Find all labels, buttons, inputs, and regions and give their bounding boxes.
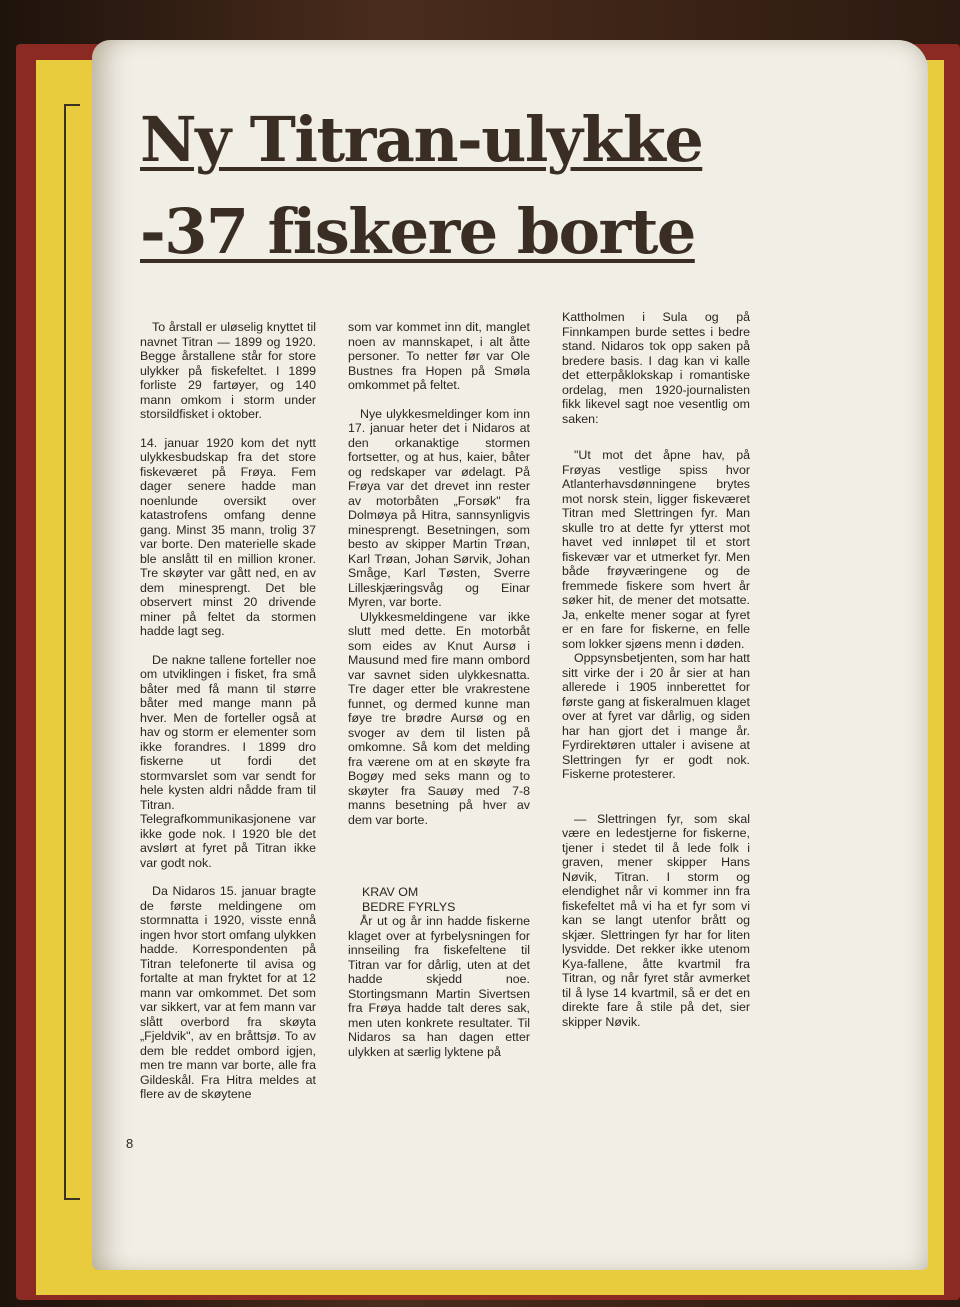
paragraph: År ut og år inn hadde fiskerne klaget over at fyrbelysningen for innseiling fra fiskefeltene til Titran var for dårlig, uten at det hadde skjedd noe. Stortingsmann Martin Sivertsen fra Frøya hadde talt deres sak, men uten konkrete resultater. Til Nidaros sa han dagen etter ulykken at særlig lyktene på xyxy=(348,914,530,1059)
article-column-3 xyxy=(562,310,750,1043)
paragraph: som var kommet inn dit, manglet noen av mannskapet, i alt åtte personer. To netter før var Ole Bustnes fra Hopen på Smøla omkommet på feltet. xyxy=(348,320,530,392)
paragraph: "Ut mot det åpne hav, på Frøyas vestlige spiss hvor Atlanterhavsdønningene brytes mot norsk stein, ligger fiskeværet Titran med Slettringen fyr. Man skulle tro at dette fyr ytterst mot havet ved innløpet til et stort fiskevær var et utmerket fyr. Men både frøyværingene og de fremmede fiskere som hvert år søker hit, de mener det motsatte. Ja, enkelte mener sogar at fyret er en fare for fiskerne, en felle som lokker sjøens menn i døden. xyxy=(562,448,750,651)
page-bracket-rule xyxy=(64,104,80,1200)
article-headline xyxy=(140,94,740,278)
paragraph: — Slettringen fyr, som skal være en ledestjerne for fiskerne, tjener i stedet til å lede folk i graven, mener skipper Hans Nøvik, Titran. I storm og elendighet når vi kommer inn fra fiskefeltet må vi ha et fyr som vi kan se langt utenfor brått og skjær. Slettringen fyr har for liten lysvidde. Det rekker ikke utenom Kya-fallene, åtte kvartmil fra Titran, og når fyret står avmerket til å lyse 14 kvartmil, så er det en direkte fare å stile på det, sier skipper Nøvik. xyxy=(562,811,750,1029)
subheading: KRAV OM xyxy=(362,885,419,899)
subheading: BEDRE FYRLYS xyxy=(362,899,456,914)
article-column-1 xyxy=(140,320,316,1116)
article-column-2 xyxy=(348,320,530,1073)
paragraph: Nye ulykkesmeldinger kom inn 17. januar heter det i Nidaros at den orkanaktige stormen fortsetter, og at hus, kaier, båter og redskaper var ødelagt. På Frøya var det drevet inn rester av motorbåten „Forsøk" fra Dolmøya på Hitra, sannsynligvis minesprengt. Besetningen, som besto av skipper Martin Trøan, Karl Trøan, Johan Sørvik, Johan Småge, Karl Tøsten, Sverre Lilleskjæringsvåg og Einar Myren, var borte. xyxy=(348,406,530,609)
paragraph: 14. januar 1920 kom det nytt ulykkesbudskap fra det store fiskeværet på Frøya. Fem dager senere hadde man noenlunde oversikt over katastrofens omfang denne gang. Minst 35 mann, trolig 37 var borte. Den materielle skade ble anslått til en million kroner. Tre skøyter var gått ned, en av dem minesprengt. Det ble observert minst 20 drivende miner på feltet da stormen hadde lagt seg. xyxy=(140,435,316,638)
page-number: 8 xyxy=(126,1136,134,1151)
paragraph: De nakne tallene forteller noe om utviklingen i fisket, fra små båter med få mann til større båter med mange mann på hver. Men de forteller også at hav og storm er elementer som ikke forandres. I 1899 dro fiskerne ut fordi det stormvarslet som var sendt for hele kysten aldri nådde fram til Titran. Telegrafkommunikasjonene var ikke gode nok. I 1920 ble det avslørt at fyret på Titran ikke var godt nok. xyxy=(140,652,316,870)
paragraph: Kattholmen i Sula og på Finnkampen burde settes i bedre stand. Nidaros tok opp saken på bredere basis. I dag kan vi kalle det etterpåklokskap i romantiske ordelag, men 1920-journalisten fikk likevel sagt noe vesentlig om saken: xyxy=(562,310,750,426)
headline-line-1: Ny Titran-ulykke xyxy=(140,103,703,176)
paragraph: Da Nidaros 15. januar bragte de første meldingene om stormnatta i 1920, visste ennå ingen hvor stort omfang ulykken hadde. Korrespondenten på Titran telefonerte til avisa og fortalte at man fryktet for at 12 mann var omkommet. Det som var sikkert, var at fem mann var slått overbord fra skøyta „Fjeldvik", av en bråttsjø. To av dem ble reddet ombord igjen, men tre mann var borte, alle fra Gildeskål. Fra Hitra meldes at flere av de skøytene xyxy=(140,884,316,1101)
paragraph: To årstall er uløselig knyttet til navnet Titran — 1899 og 1920. Begge årstallene står for store ulykker på fiskefeltet. I 1899 forliste 29 fartøyer, og 140 mann omkom i storm under storsildfisket i oktober. xyxy=(140,320,316,421)
paragraph: Ulykkesmeldingene var ikke slutt med dette. En motorbåt som eides av Knut Aursø i Mausund med fire mann ombord var savnet siden ulykkesnatta. Tre dager etter ble vrakrestene funnet, og dermed kunne man føye tre brødre Aursø og en svoger av dem til listen på omkomne. Så kom det melding fra værene om at en skøyte fra Bogøy med seks mann og to skøyter fra Sauøy med 7-8 manns besetning på hver av dem var borte. xyxy=(348,609,530,827)
headline-line-2: -37 fiskere borte xyxy=(140,195,695,268)
paragraph: Oppsynsbetjenten, som har hatt sitt virke der i 20 år sier at han allerede i 1905 innberettet for første gang at fiskeralmuen klaget over at fyret var dårlig, og siden har han gjort det i mange år. Fyrdirektøren uttaler i avisene at Slettringen fyr er godt nok. Fiskerne protesterer. xyxy=(562,651,750,781)
